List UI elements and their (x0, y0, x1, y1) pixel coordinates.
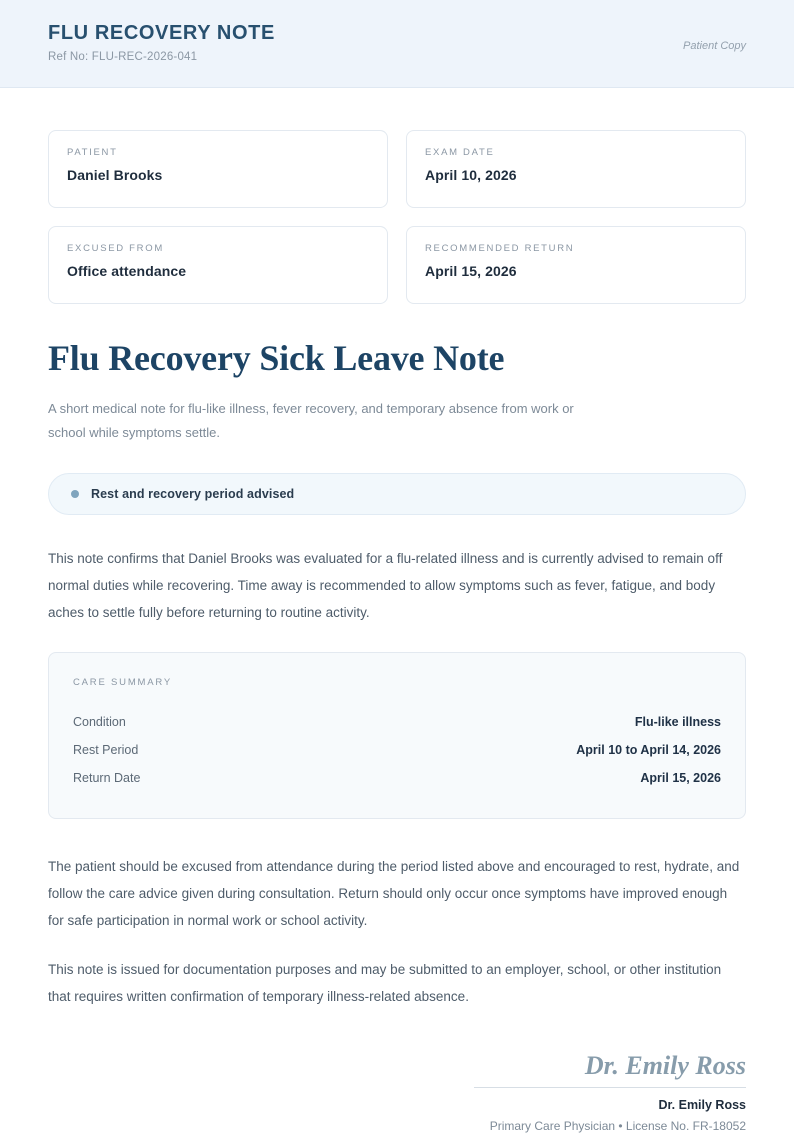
document-header (0, 0, 794, 88)
signature-area (48, 1052, 746, 1135)
body-paragraph-3: This note is issued for documentation purposes and may be submitted to an employer, school, or other institution that requires written confirmation of temporary illness-related absence. (48, 962, 722, 1005)
document-subtitle: A short medical note for flu-like illness, fever recovery, and temporary absence from work or school while symptoms settle. (48, 401, 574, 441)
summary-row-value: April 15, 2026 (640, 771, 721, 786)
signature-name: Dr. Emily Ross (658, 1098, 746, 1113)
signature-role: Primary Care Physician • License No. FR-18052 (489, 1119, 746, 1134)
info-card-value: April 15, 2026 (425, 263, 517, 279)
status-banner (48, 473, 746, 515)
status-banner-label: Rest and recovery period advised (91, 487, 295, 502)
document-headline: Flu Recovery Sick Leave Note (48, 338, 505, 378)
signature-block (474, 1052, 746, 1135)
bullet-dot-icon (71, 490, 79, 498)
info-card-grid (48, 130, 746, 304)
document-content (0, 88, 794, 1136)
page-title: FLU RECOVERY NOTE (48, 22, 275, 44)
info-card-label: PATIENT (67, 147, 118, 158)
care-summary-title: CARE SUMMARY (73, 677, 173, 689)
summary-row-key: Rest Period (73, 743, 139, 758)
info-card-patient (48, 130, 388, 208)
body-paragraph-1: This note confirms that Daniel Brooks was evaluated for a flu-related illness and is currently advised to remain off normal duties while recovering. Time away is recommended to allow symptoms such as fever, fatigue, and body aches to settle fully before returning to routine activity. (48, 551, 723, 621)
summary-row-value: Flu-like illness (634, 715, 721, 730)
care-summary-box (48, 652, 746, 819)
info-card-label: RECOMMENDED RETURN (425, 243, 575, 254)
summary-row-key: Condition (73, 715, 126, 730)
info-card-value: Office attendance (67, 263, 187, 279)
copy-tag: Patient Copy (683, 40, 746, 52)
info-card-exam-date (406, 130, 746, 208)
info-card-excused-from (48, 226, 388, 304)
header-left-group (48, 22, 275, 63)
body-paragraph-2: The patient should be excused from attendance during the period listed above and encouraged to rest, hydrate, and follow the care advice given during consultation. Return should only occur once symptoms have improved enough for safe participation in normal work or school activity. (48, 859, 740, 929)
info-card-label: EXAM DATE (425, 147, 495, 158)
summary-row-value: April 10 to April 14, 2026 (576, 743, 721, 758)
signature-divider (474, 1087, 746, 1088)
summary-row (73, 708, 721, 736)
info-card-value: Daniel Brooks (67, 167, 163, 183)
reference-number: Ref No: FLU-REC-2026-041 (48, 51, 198, 63)
summary-row (73, 764, 721, 792)
info-card-value: April 10, 2026 (425, 167, 517, 183)
info-card-label: EXCUSED FROM (67, 243, 164, 254)
summary-row (73, 736, 721, 764)
signature-script: Dr. Emily Ross (584, 1051, 746, 1081)
info-card-recommended-return (406, 226, 746, 304)
summary-row-key: Return Date (73, 771, 141, 786)
